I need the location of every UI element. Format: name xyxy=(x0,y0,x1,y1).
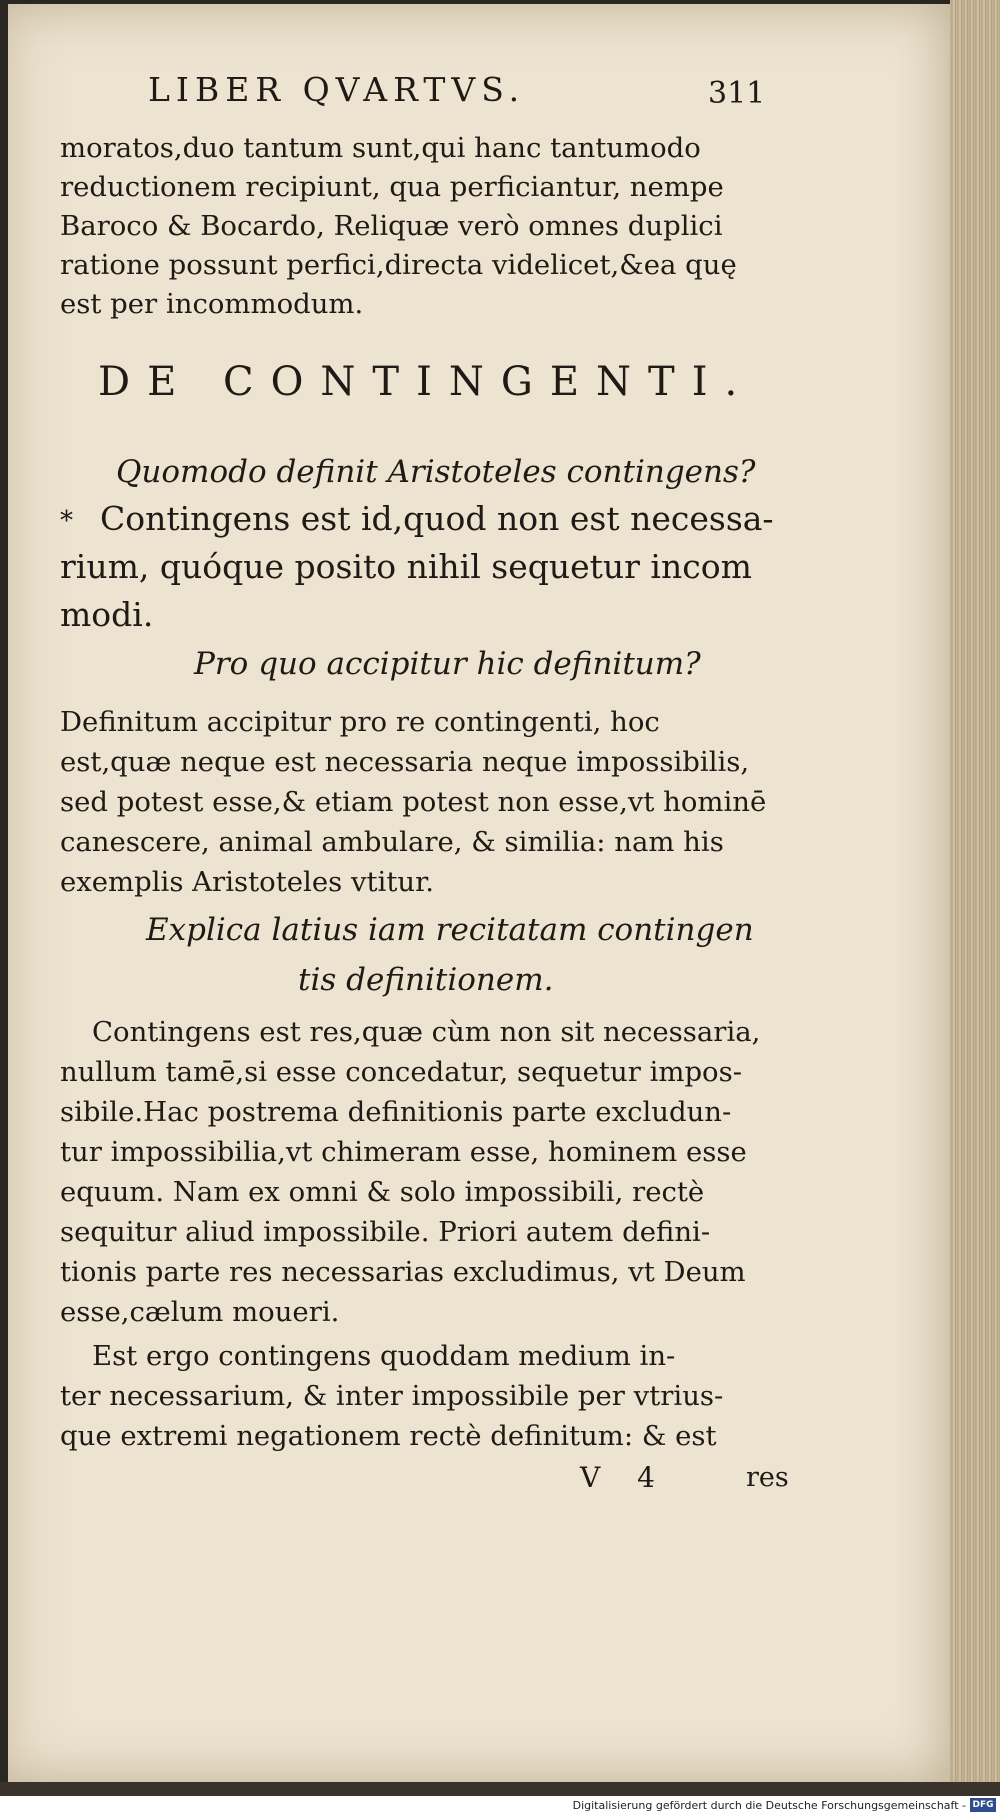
running-head: LIBER QVARTVS. xyxy=(148,70,526,109)
text-line: tur impossibilia,vt chimeram esse, hominem esse xyxy=(60,1136,747,1168)
text-line: que extremi negationem rectè definitum: & est xyxy=(60,1420,717,1452)
text-line: ter necessarium, & inter impossibile per vtrius- xyxy=(60,1380,724,1412)
text-line: ratione possunt perfici,directa videlicet,&ea quę xyxy=(60,249,737,281)
question-heading: tis definitionem. xyxy=(298,962,554,998)
dfg-logo: DFG xyxy=(970,1798,996,1812)
text-line: Est ergo contingens quoddam medium in- xyxy=(92,1340,676,1372)
question-heading: Explica latius iam recitatam contingen xyxy=(146,912,754,948)
catchword: res xyxy=(746,1462,789,1493)
book-page xyxy=(8,4,958,1782)
text-line: moratos,duo tantum sunt,qui hanc tantumodo xyxy=(60,132,701,164)
text-line: Contingens est res,quæ cùm non sit necessaria, xyxy=(92,1016,761,1048)
question-heading: Pro quo accipitur hic definitum? xyxy=(194,646,701,682)
scan-border xyxy=(0,1782,1000,1796)
text-line: tionis parte res necessarias excludimus, vt Deum xyxy=(60,1256,746,1288)
text-line: canescere, animal ambulare, & similia: nam his xyxy=(60,826,724,858)
text-line: exemplis Aristoteles vtitur. xyxy=(60,866,434,898)
definition-mark: * xyxy=(60,506,73,536)
text-line: Baroco & Bocardo, Reliquæ verò omnes duplici xyxy=(60,210,723,242)
text-line: nullum tamē,si esse concedatur, sequetur impos- xyxy=(60,1056,743,1088)
section-heading: DE CONTINGENTI. xyxy=(98,359,755,405)
text-line: Definitum accipitur pro re contingenti, hoc xyxy=(60,706,660,738)
page-edges xyxy=(950,0,1000,1790)
text-line: equum. Nam ex omni & solo impossibili, rectè xyxy=(60,1176,705,1208)
definition-line: rium, quóque posito nihil sequetur incom xyxy=(60,547,752,586)
footer-credit: Digitalisierung gefördert durch die Deutsche Forschungsgemeinschaft - xyxy=(572,1799,966,1812)
signature-mark: V 4 xyxy=(580,1461,669,1494)
definition-line: Contingens est id,quod non est necessa- xyxy=(100,499,774,538)
text-line: esse,cælum moueri. xyxy=(60,1296,340,1328)
text-line: est,quæ neque est necessaria neque impossibilis, xyxy=(60,746,750,778)
definition-line: modi. xyxy=(60,595,154,634)
text-line: sed potest esse,& etiam potest non esse,vt hominē xyxy=(60,786,767,818)
text-line: sequitur aliud impossibile. Priori autem defini- xyxy=(60,1216,711,1248)
page-number: 311 xyxy=(708,76,766,111)
text-line: est per incommodum. xyxy=(60,288,364,320)
text-line: reductionem recipiunt, qua perficiantur, nempe xyxy=(60,171,724,203)
text-line: sibile.Hac postrema definitionis parte excludun- xyxy=(60,1096,732,1128)
question-heading: Quomodo definit Aristoteles contingens? xyxy=(116,454,756,490)
